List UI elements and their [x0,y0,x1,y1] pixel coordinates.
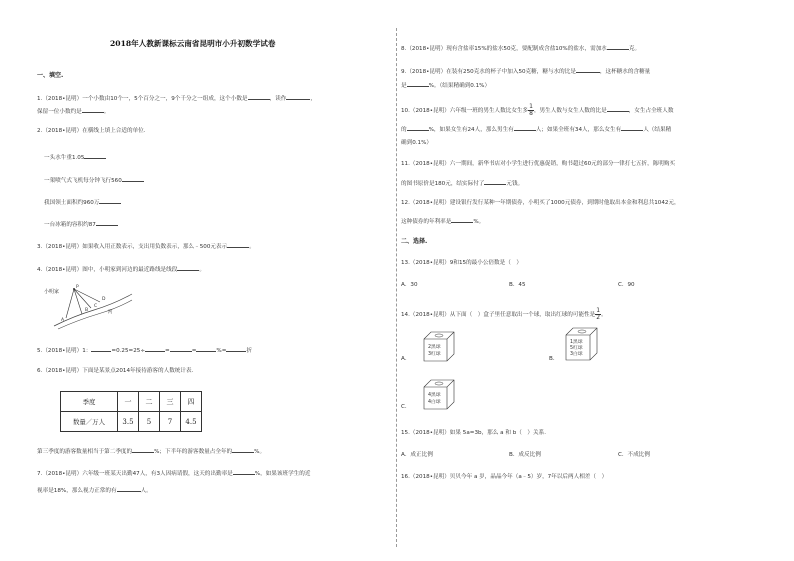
label-b: B [85,308,89,313]
box-c-line2: 4白球 [428,400,441,405]
question-9-text-b: ，这杯糖水的含糖量 [599,69,651,75]
question-9-text-2: 是 [401,83,407,89]
answer-blank[interactable] [607,43,629,50]
question-2d [44,219,118,229]
question-6: 6.（2018•昆明）下面是某景点2014年接待游客的人数统计表. [37,368,194,374]
visitor-table [60,391,202,432]
river-diagram [44,280,134,330]
section-fill-in-heading: 一、填空. [37,72,64,79]
label-p: P [76,285,79,290]
question-15: 15.（2018•昆明）如果 5a=3b，那么 a 和 b（ ）关系. [401,430,546,436]
answer-blank[interactable] [576,66,600,73]
question-3 [37,241,255,251]
question-2a [44,152,106,162]
question-9 [401,66,650,76]
label-home: 小明家 [44,289,60,295]
table-header-cell: 三 [160,392,181,412]
answer-blank[interactable] [286,93,310,100]
answer-blank[interactable] [132,446,154,453]
question-5-text-b: =0.25=25÷ [111,348,146,354]
question-12: 12.（2018•昆明）建设银行发行某种一年期债券，小明买了1000元债券，到期时他取出本金和利息共1042元， [401,200,680,206]
question-11-line-2 [401,178,523,188]
question-6-text-2: 第三季度的游客数量相当于第二季度的 [37,449,133,455]
option-14a-label[interactable]: A． [401,356,411,362]
question-10-text-2: 的 [401,127,407,133]
question-14 [401,308,607,321]
label-d: D [102,297,106,302]
answer-blank[interactable] [607,105,629,112]
option-15b[interactable]: B．成反比例 [509,452,541,458]
answer-blank[interactable] [177,264,199,271]
question-1-text-b: ，读作 [269,96,287,102]
table-header-cell: 二 [139,392,160,412]
table-header-cell: 一 [118,392,139,412]
question-10-text-2b: %，如果女生有24人，那么男生有 [428,127,514,133]
option-14c-label[interactable]: C． [401,404,411,410]
box-b-line3: 3白球 [570,352,583,357]
answer-blank[interactable] [232,446,254,453]
question-14-text-b: 。 [601,312,607,318]
answer-blank[interactable] [145,345,165,352]
question-5-text-d: = [191,348,197,354]
column-divider [396,28,397,547]
question-5-text-e: %= [216,348,227,354]
box-a-line2: 3红球 [428,352,441,357]
question-4 [37,264,205,274]
option-14b-label[interactable]: B． [549,356,559,362]
question-10 [401,104,673,117]
answer-blank[interactable] [233,468,255,475]
table-row [61,412,202,432]
box-b-line2: 5红球 [570,346,583,351]
table-header-cell: 季度 [61,392,118,412]
question-2c-text: 我国领土面积约960万 [44,200,100,206]
option-13a[interactable]: A．30 [401,282,418,288]
label-a: A [61,318,65,323]
answer-blank[interactable] [99,197,121,204]
question-6-line-2 [37,446,265,456]
question-7-text-2: 视率是18%，那么视力正常的有 [37,488,117,494]
question-7-text-b: %，如果该班学生的近 [254,471,311,477]
question-5-text-c: = [165,348,170,354]
answer-blank[interactable] [226,345,246,352]
question-8-text-b: 克。 [628,46,641,52]
question-10-line-2 [401,124,671,134]
segment-pa [66,289,74,318]
section-choice-heading: 二、选择. [401,238,428,245]
segment-pd [74,289,100,302]
question-10-line-3: 确到0.1%） [401,140,432,146]
question-12-line-2 [401,216,484,226]
answer-blank[interactable] [170,345,192,352]
question-12-text-2b: %。 [473,219,485,225]
answer-blank[interactable] [122,175,144,182]
fraction-denominator: 2 [596,314,601,321]
question-11-text-2: 的图书原价是180元，结实际付了 [401,181,485,187]
label-c: C [94,304,98,309]
answer-blank[interactable] [248,93,270,100]
question-2a-text: 一头水牛重1.05 [44,155,85,161]
table-cell: 3.5 [118,412,139,432]
question-8-text: 8.（2018•昆明）现有含盐率15%的盐水50克，要配制成含盐10%的盐水，需加水 [401,46,607,52]
question-2d-text: 一台冰箱的容积约87 [44,222,96,228]
box-option-c[interactable] [423,378,455,410]
question-2c [44,197,121,207]
fraction-numerator: 1 [596,307,601,314]
question-5 [37,345,252,355]
question-10-text-b: ，男生人数与女生人数的比是 [533,108,607,114]
box-b-line1: 1黑球 [570,340,583,345]
option-15a[interactable]: A．成正比例 [401,452,433,458]
option-13c[interactable]: C．90 [618,282,635,288]
question-2: 2.（2018•昆明）在横线上填上合适的单位. [37,128,146,134]
box-c-line1: 4黑球 [428,393,441,398]
question-1-text-c: ， [310,96,316,102]
question-14-text: 14.（2018•昆明）从下面（ ）盒子里任意取出一个球，取出红球的可能性是 [401,312,596,318]
table-row [61,392,202,412]
answer-blank[interactable] [407,80,429,87]
question-7 [37,468,310,478]
fraction-denominator: 8 [529,110,533,117]
question-7-text-2b: 人。 [140,488,152,494]
question-7-text: 7.（2018•昆明）六年级一班某天出勤47人，有3人因病请假，这天的出勤率是 [37,471,233,477]
answer-blank[interactable] [484,178,506,185]
question-2b [44,175,144,185]
box-a-line1: 2黑球 [428,345,441,350]
answer-blank[interactable] [91,345,111,352]
question-10-text: 10.（2018•昆明）六年级一班的男生人数比女生多 [401,108,529,114]
question-3-text-b: 。 [249,244,255,250]
question-13: 13.（2018•昆明）9和15的最小公倍数是（ ） [401,260,523,266]
question-9-line-2 [401,80,490,90]
segment-pc [74,289,91,308]
question-6-text-2c: %。 [254,449,266,455]
question-12-text-2: 这种债券的年利率是 [401,219,452,225]
table-row-label: 数量／万人 [61,412,118,432]
table-header-cell: 四 [181,392,202,412]
table-cell: 4.5 [181,412,202,432]
question-3-text: 3.（2018•昆明）如果收入用正数表示，支出用负数表示，那么﹣500元表示 [37,244,228,250]
question-1-text-2b: 。 [103,109,110,115]
answer-blank[interactable] [621,124,643,131]
question-9-text-2b: %。（结果精确到0.1%） [428,83,491,89]
question-4-text-b: 。 [199,267,205,273]
table-cell: 7 [160,412,181,432]
question-1-text-2: 保留一位小数约是 [37,109,82,115]
question-7-line-2 [37,485,152,495]
question-9-text: 9.（2018•昆明）在装有250克水的杯子中加入50克糖，糖与水的比是 [401,69,576,75]
question-10-text-c: ，女生占全班人数 [628,108,674,114]
answer-blank[interactable] [84,152,106,159]
question-10-text-2c: 人；如果全班有34人，那么女生有 [535,127,622,133]
answer-blank[interactable] [407,124,429,131]
answer-blank[interactable] [196,345,216,352]
option-13b[interactable]: B．45 [509,282,526,288]
answer-blank[interactable] [451,216,473,223]
answer-blank[interactable] [82,106,104,113]
option-15c[interactable]: C．不成比例 [618,452,650,458]
question-6-text-2b: %；下半年的游客数量占全年的 [154,449,233,455]
question-1-text: 1.（2018•昆明）一个小数由10个一，5个百分之一，9个千分之一组成，这个小数是 [37,96,248,102]
question-4-text: 4.（2018•昆明）图中，小明家到河边的最近路线是线段 [37,267,178,273]
question-10-text-2d: 人（结果精 [643,127,672,133]
fraction-numerator: 1 [529,103,533,110]
question-5-text-f: 折 [246,348,253,354]
right-column [399,0,794,561]
question-2b-text: 一架喷气式飞机每分钟飞行560 [44,178,122,184]
question-16: 16.（2018•昆明）贝贝今年 a 岁，晶晶今年（a﹣5）岁，7年以后两人相差（ ） [401,474,608,480]
label-river: 河 [108,310,113,315]
segment-pb [74,289,82,314]
question-8 [401,43,640,53]
answer-blank[interactable] [514,124,536,131]
answer-blank[interactable] [227,241,249,248]
box-option-a[interactable] [423,330,455,362]
question-5-text: 5.（2018•昆明）1： [37,348,92,354]
question-1 [37,93,316,103]
question-1-line-2 [37,106,109,116]
answer-blank[interactable] [117,485,141,492]
left-column [0,0,395,561]
question-11-text-2b: 元钱。 [506,181,524,187]
exam-title: 2018年人教新课标云南省昆明市小升初数学试卷 [110,39,276,48]
table-cell: 5 [139,412,160,432]
question-11: 11.（2018•昆明）六一期间，新华书店对小学生进行优惠促销，购书超过60元的部分一律打七五折，陈明购买 [401,161,676,167]
box-option-b[interactable] [565,326,598,362]
answer-blank[interactable] [96,219,118,226]
